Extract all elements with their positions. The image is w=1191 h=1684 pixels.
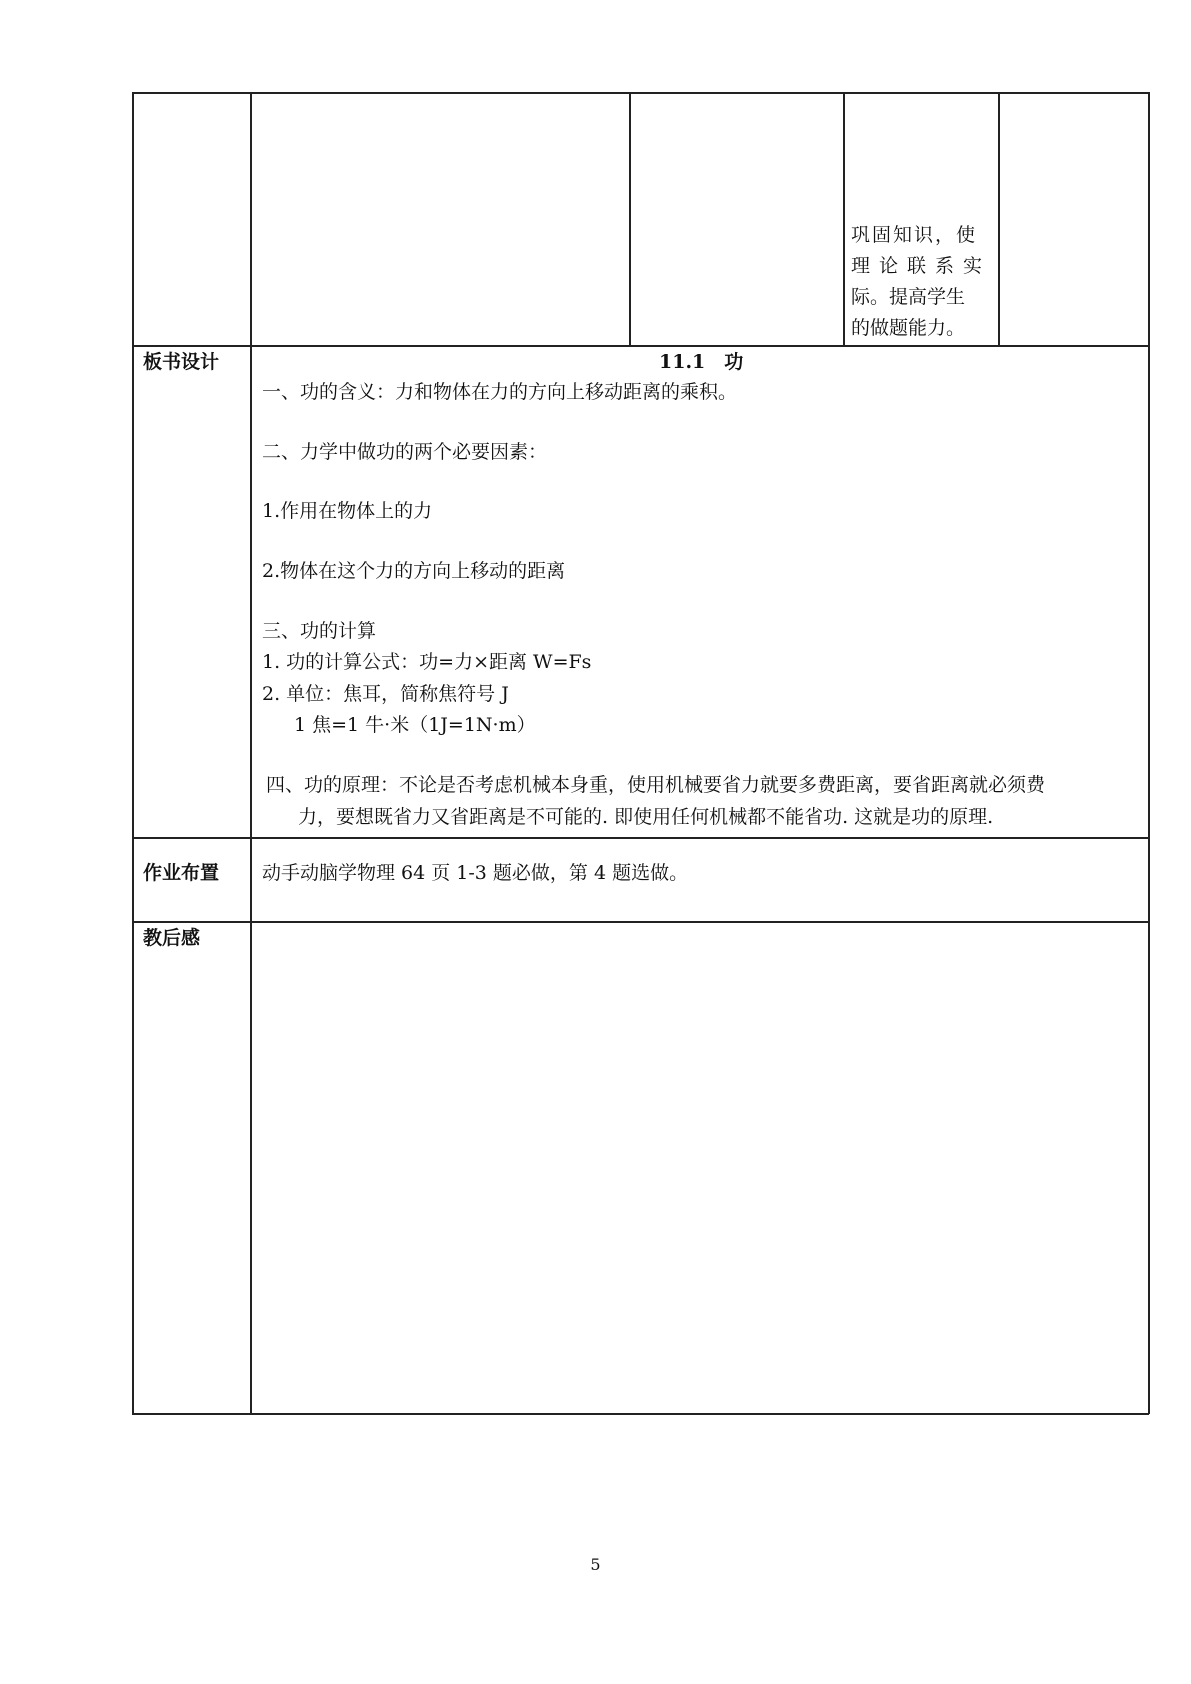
- board-title: 11.1 功: [659, 351, 744, 373]
- teaching-purpose-note: [851, 220, 992, 344]
- reflection-label: 教后感: [143, 927, 201, 949]
- board-line: 四、功的原理：不论是否考虑机械本身重，使用机械要省力就要多费距离，要省距离就必须费: [266, 774, 1046, 796]
- table-column-divider: [250, 92, 252, 1414]
- board-line: 1 焦=1 牛·米（1J=1N·m）: [294, 714, 536, 736]
- table-column-divider: [998, 92, 1000, 346]
- board-line: 二、力学中做功的两个必要因素：: [262, 441, 548, 463]
- board-line: 1. 功的计算公式：功=力×距离 W=Fs: [262, 651, 592, 673]
- table-row-divider: [132, 345, 1149, 347]
- table-border-top: [132, 92, 1149, 94]
- note-line: 理论联系实: [851, 255, 992, 277]
- board-line: 一、功的含义：力和物体在力的方向上移动距离的乘积。: [262, 381, 738, 403]
- board-line: 1.作用在物体上的力: [262, 500, 433, 522]
- table-row-divider: [132, 837, 1149, 839]
- note-line: 的做题能力。: [851, 317, 966, 339]
- homework-label: 作业布置: [143, 862, 220, 884]
- note-line: 巩固知识，使: [851, 224, 978, 246]
- page-number: 5: [590, 1555, 601, 1574]
- homework-text: 动手动脑学物理 64 页 1-3 题必做，第 4 题选做。: [262, 862, 689, 884]
- note-line: 际。提高学生: [851, 286, 966, 308]
- board-line: 力，要想既省力又省距离是不可能的. 即使用任何机械都不能省功. 这就是功的原理.: [298, 806, 994, 828]
- board-design-label: 板书设计: [143, 351, 220, 373]
- table-column-divider: [629, 92, 631, 346]
- board-line: 三、功的计算: [262, 620, 377, 642]
- board-line: 2. 单位：焦耳，简称焦符号 J: [262, 683, 509, 705]
- table-border-left: [132, 92, 134, 1414]
- table-column-divider: [843, 92, 845, 346]
- table-row-divider: [132, 921, 1149, 923]
- table-border-right: [1148, 92, 1150, 1414]
- board-line: 2.物体在这个力的方向上移动的距离: [262, 560, 566, 582]
- table-border-bottom: [132, 1413, 1149, 1415]
